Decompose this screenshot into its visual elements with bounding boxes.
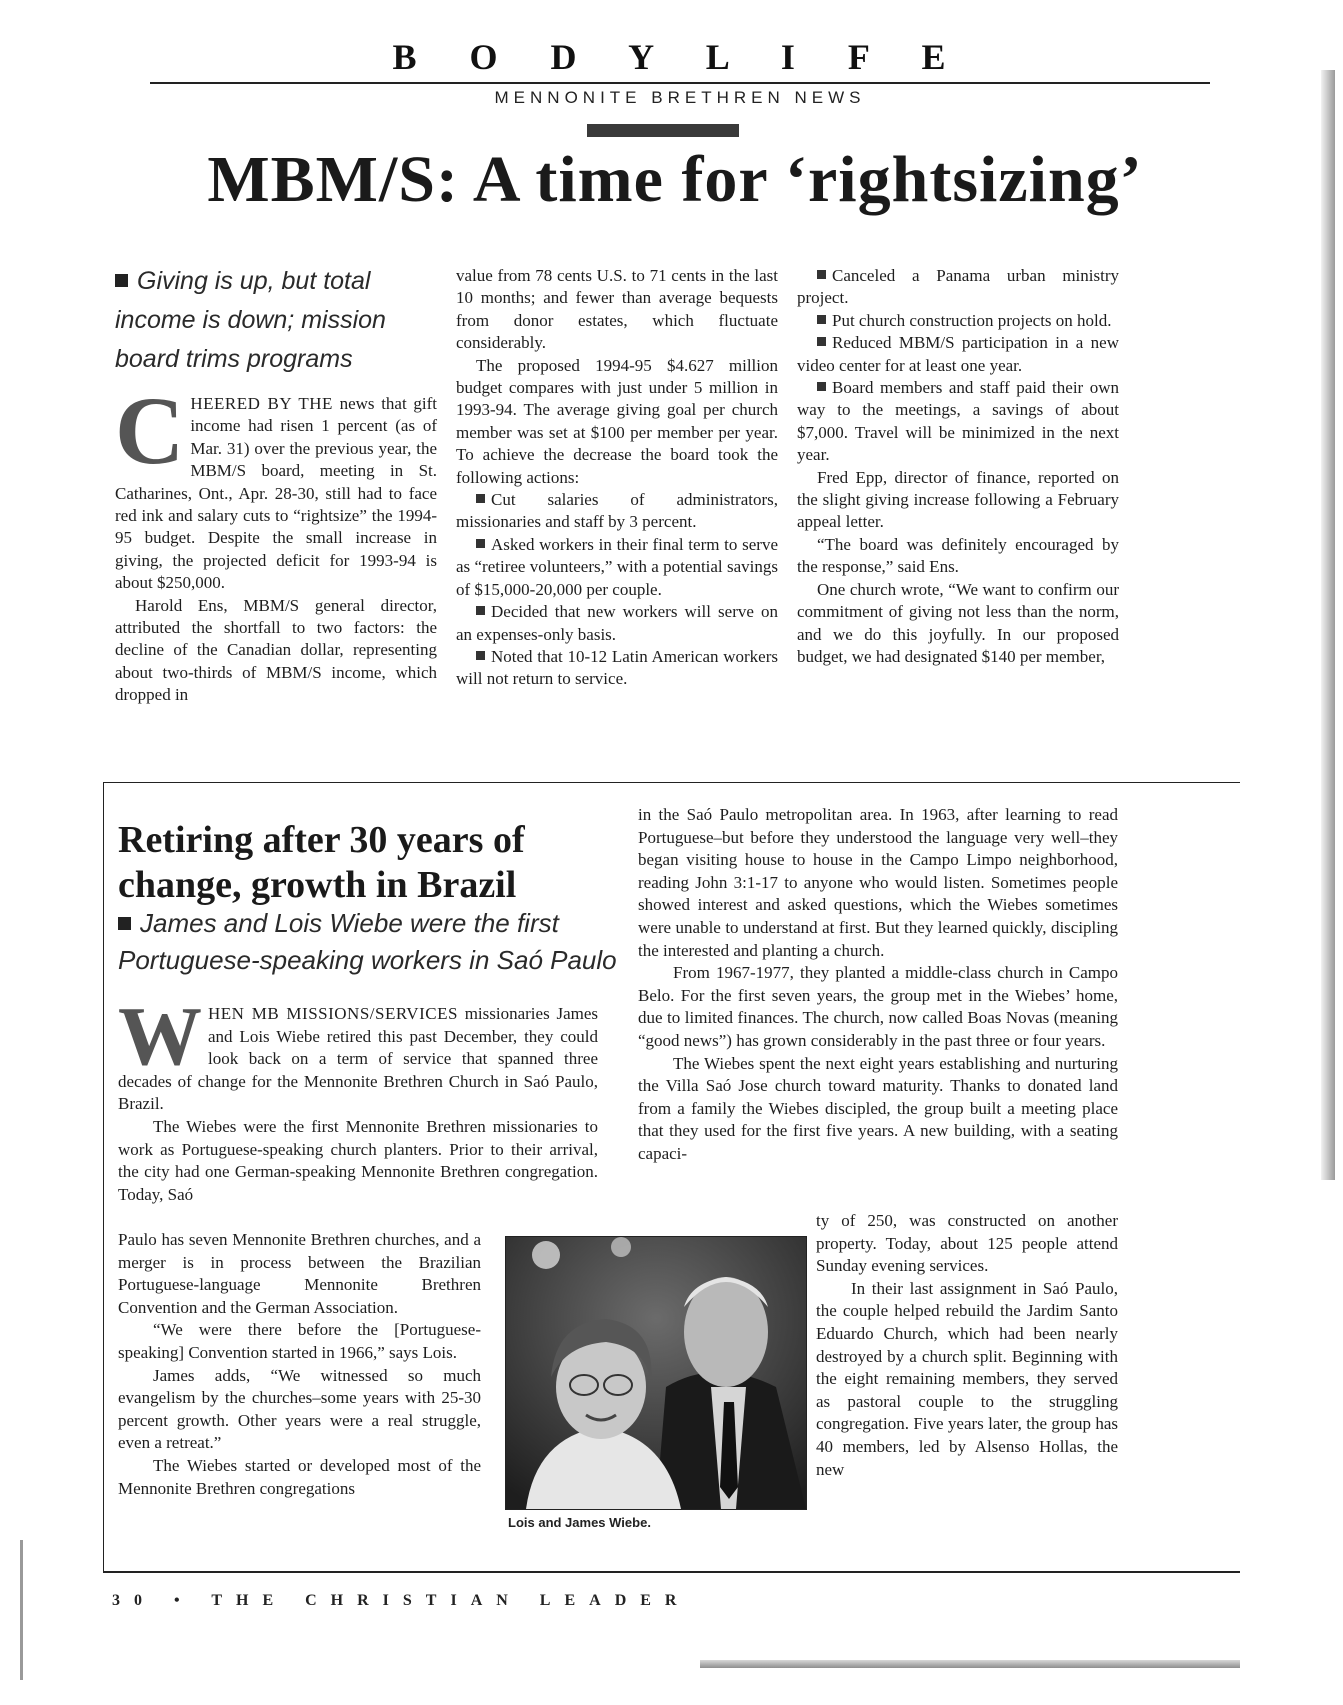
- scan-edge-mark: [20, 1540, 23, 1680]
- sidebar-headline: Retiring after 30 years of change, growth in Brazil: [118, 819, 525, 906]
- paragraph: [797, 467, 1119, 534]
- lead-in: HEN MB MISSIONS/SERVICES: [208, 1004, 458, 1023]
- scan-edge-shadow: [1321, 70, 1335, 1180]
- paragraph: [456, 534, 778, 601]
- section-subtitle: MENNONITE BRETHREN NEWS: [494, 88, 866, 107]
- sidebar-column-1: [118, 990, 598, 1206]
- page-footer: [112, 1592, 690, 1610]
- paragraph: [638, 804, 1118, 962]
- lead-in: HEERED BY THE: [190, 394, 333, 413]
- paragraph: [456, 355, 778, 489]
- page-number: 30: [112, 1592, 156, 1609]
- scan-edge-mark-bottom: [700, 1660, 1240, 1668]
- paragraph: [797, 377, 1119, 467]
- bullet-square-icon: [476, 494, 485, 503]
- paragraph: [456, 265, 778, 355]
- paragraph-text: The Wiebes spent the next eight years establishing and nurturing the Villa Saó Jose church toward maturity. Thanks to donated land from a family the Wiebes discipled, the group built a meeting place that they used for the first five years. A new building, with a seating capaci-: [638, 1053, 1118, 1163]
- bullet-square-icon: [476, 651, 485, 660]
- paragraph: [797, 534, 1119, 579]
- bullet-square-icon: [817, 382, 826, 391]
- paragraph: [115, 377, 437, 595]
- photo-lois-and-james-wiebe: [505, 1236, 807, 1510]
- paragraph-text: The Wiebes started or developed most of the Mennonite Brethren congregations: [118, 1455, 481, 1498]
- paragraph-text: missionaries James and Lois Wiebe retired this past December, they could look back on a term of service that spanned three decades of change for the Mennonite Brethren Church in Saó Paulo, Brazil.: [118, 1004, 598, 1114]
- paragraph-text: Asked workers in their final term to serve as “retiree volunteers,” with a potential savings of $15,000-20,000 per couple.: [456, 534, 778, 599]
- drop-cap: C: [115, 377, 185, 484]
- paragraph: [797, 265, 1119, 310]
- bullet-square-icon: [817, 315, 826, 324]
- paragraph: [456, 489, 778, 534]
- bullet-square-icon: [115, 274, 128, 287]
- header-rule: [150, 82, 1210, 84]
- section-title: B O D Y L I F E: [392, 37, 968, 77]
- paragraph: [118, 1455, 481, 1500]
- footer-separator: •: [174, 1592, 194, 1609]
- paragraph-text: Cut salaries of administrators, missionaries and staff by 3 percent.: [456, 490, 778, 532]
- paragraph: The Wiebes were the first Mennonite Brethren missionaries to work as Portuguese-speaking church planters. Prior to their arrival, the city had one German-speaking Mennonite Brethren congregation. Today, Saó: [118, 1116, 598, 1204]
- paragraph: [118, 990, 598, 1116]
- magazine-name: THE CHRISTIAN LEADER: [211, 1592, 691, 1609]
- paragraph-text: Fred Epp, director of finance, reported on the slight giving increase following a February appeal letter.: [797, 467, 1119, 532]
- article-deck: [115, 262, 435, 379]
- paragraph: [638, 962, 1118, 1052]
- paragraph-text: “We were there before the [Portuguese-speaking] Convention started in 1966,” says Lois.: [118, 1320, 481, 1362]
- paragraph-text: Put church construction projects on hold.: [832, 310, 1112, 330]
- paragraph: [816, 1210, 1118, 1278]
- paragraph-text: “The board was definitely encouraged by the response,” said Ens.: [797, 534, 1119, 577]
- drop-cap: W: [118, 990, 202, 1083]
- paragraph-text: ty of 250, was constructed on another property. Today, about 125 people attend Sunday evening services.: [816, 1211, 1118, 1276]
- paragraph-text: news that gift income had risen 1 percent (as of Mar. 31) over the previous year, the MBM/S board, meeting in St. Catharines, Ont., Apr. 28-30, still had to face red ink and salary cuts to “rightsize” the 1994-95 budget. Despite the small increase in giving, the projected deficit for 1993-94 is about $250,000.: [115, 394, 437, 593]
- paragraph: [118, 1319, 481, 1364]
- paragraph-text: Board members and staff paid their own way to the meetings, a savings of about $7,000. Travel will be minimized in the next year.: [797, 378, 1119, 465]
- couple-photo-image: [506, 1237, 806, 1509]
- paragraph: [797, 579, 1119, 669]
- paragraph-text: In their last assignment in Saó Paulo, the couple helped rebuild the Jardim Santo Eduardo Church, which had been nearly destroyed by a church split. Beginning with the eight remaining members, they served as pastoral couple to the struggling congregation. Five years later, the group has 40 members, led by Alsenso Hollas, the new: [816, 1278, 1118, 1479]
- sidebar-box-bottom-rule: [103, 1571, 1240, 1573]
- paragraph-text: in the Saó Paulo metropolitan area. In 1963, after learning to read Portuguese–but before they understood the language very well–they began visiting house to house in the Campo Limpo neighborhood, reading John 3:1-17 to anyone who would listen. Sometimes people showed interest and asked questions, which the Wiebes sometimes were unable to understand at first. But they learned quickly, discipling the interested and planting a church.: [638, 805, 1118, 960]
- paragraph-text: James adds, “We witnessed so much evangelism by the churches–some years with 25-30 percent growth. Other years were a real struggle, even a retreat.”: [118, 1365, 481, 1453]
- paragraph-text: Noted that 10-12 Latin American workers will not return to service.: [456, 646, 778, 689]
- bullet-square-icon: [476, 606, 485, 615]
- bullet-square-icon: [118, 917, 131, 930]
- paragraph-text: One church wrote, “We want to confirm our commitment of giving not less than the norm, and we do this joyfully. In our proposed budget, we had designated $140 per member,: [797, 579, 1119, 666]
- article-column-2: [456, 265, 778, 691]
- paragraph: [118, 1229, 481, 1319]
- paragraph: Harold Ens, MBM/S general director, attributed the shortfall to two factors: the decline of the Canadian dollar, representing about two-thirds of MBM/S income, which dropped in: [115, 595, 437, 705]
- article-column-3: [797, 265, 1119, 668]
- paragraph-text: value from 78 cents U.S. to 71 cents in the last 10 months; and fewer than average bequests from donor estates, which fluctuate considerably.: [456, 266, 778, 353]
- sidebar-deck: [118, 905, 638, 979]
- sidebar-column-1-continued: [118, 1229, 481, 1500]
- paragraph-text: From 1967-1977, they planted a middle-class church in Campo Belo. For the first seven years, the group met in the Wiebes’ home, due to limited finances. The church, now called Boas Novas (meaning “good news”) has grown considerably in the past three or four years.: [638, 963, 1118, 1050]
- paragraph-text: The proposed 1994-95 $4.627 million budget compares with just under 5 million in 1993-94. The average giving goal per church member was set at $100 per member per year. To achieve the decrease the board took the following actions:: [456, 355, 778, 487]
- bullet-square-icon: [476, 539, 485, 548]
- article-column-1: [115, 377, 437, 707]
- article-headline: MBM/S: A time for ‘rightsizing’: [207, 143, 1143, 216]
- paragraph-text: Decided that new workers will serve on an expenses-only basis.: [456, 602, 778, 644]
- sidebar-column-2: [638, 804, 1118, 1166]
- deck-text: Giving is up, but total income is down; mission board trims programs: [115, 267, 386, 373]
- bullet-square-icon: [817, 337, 826, 346]
- paragraph: [456, 601, 778, 646]
- paragraph: [456, 646, 778, 691]
- paragraph: [638, 1053, 1118, 1166]
- paragraph: [797, 332, 1119, 377]
- sidebar-column-2-continued: [816, 1210, 1118, 1481]
- paragraph: [118, 1365, 481, 1455]
- paragraph-text: Reduced MBM/S participation in a new video center for at least one year.: [797, 333, 1119, 375]
- paragraph-text: Paulo has seven Mennonite Brethren churches, and a merger is in process between the Brazilian Portuguese-language Mennonite Brethren Convention and the German Association.: [118, 1230, 481, 1317]
- paragraph: [797, 310, 1119, 332]
- bullet-square-icon: [817, 270, 826, 279]
- photo-caption: Lois and James Wiebe.: [508, 1515, 651, 1530]
- paragraph: [816, 1278, 1118, 1481]
- header-bar: [587, 124, 739, 137]
- deck-text: James and Lois Wiebe were the first Portuguese-speaking workers in Saó Paulo: [118, 908, 617, 975]
- paragraph-text: Canceled a Panama urban ministry project.: [797, 266, 1119, 308]
